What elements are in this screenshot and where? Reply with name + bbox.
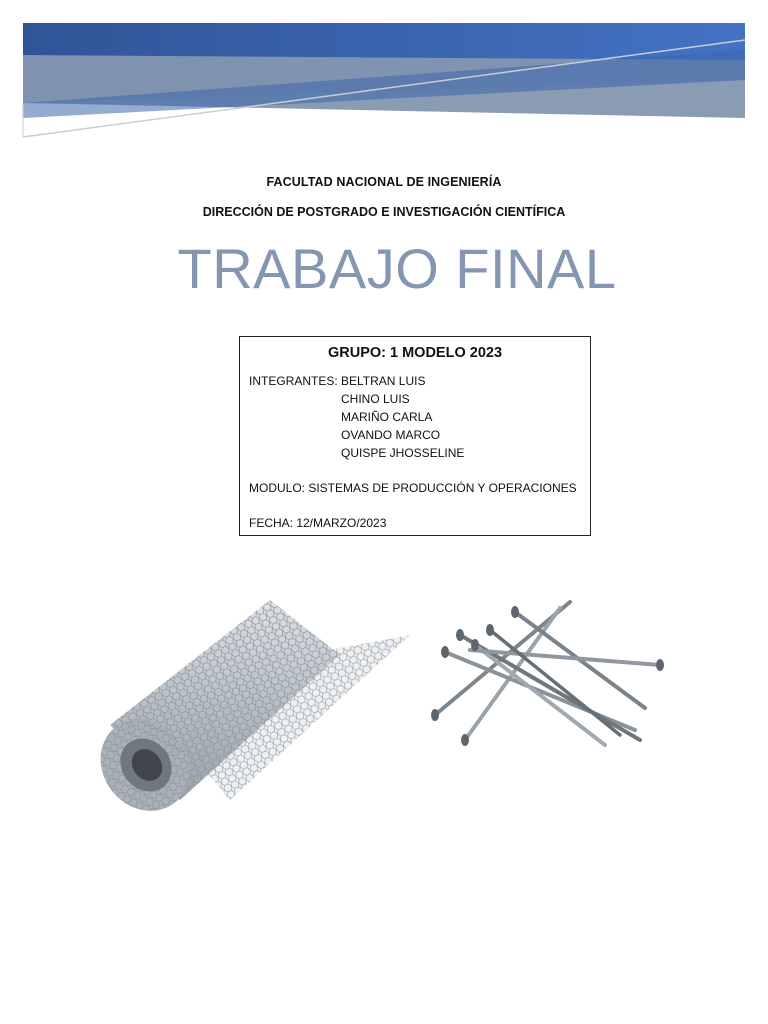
- members-label: INTEGRANTES:: [249, 374, 338, 388]
- group-info-box: [239, 336, 591, 536]
- module-line: MODULO: SISTEMAS DE PRODUCCIÓN Y OPERACIONES: [249, 481, 577, 495]
- member-item: BELTRAN LUIS: [341, 374, 426, 388]
- wire-mesh-roll-image: [80, 575, 425, 845]
- member-item: OVANDO MARCO: [341, 428, 441, 442]
- member-item: QUISPE JHOSSELINE: [341, 446, 465, 460]
- faculty-name: FACULTAD NACIONAL DE INGENIERÍA: [266, 175, 502, 189]
- direction-name: DIRECCIÓN DE POSTGRADO E INVESTIGACIÓN CIENTÍFICA: [202, 205, 566, 219]
- header-banner: [0, 0, 768, 150]
- document-title: TRABAJO FINAL: [177, 237, 617, 300]
- group-title: GRUPO: 1 MODELO 2023: [327, 345, 503, 361]
- members-list: [341, 374, 464, 464]
- member-item: CHINO LUIS: [341, 392, 410, 406]
- member-item: MARIÑO CARLA: [341, 410, 433, 424]
- date-line: FECHA: 12/MARZO/2023: [249, 516, 387, 530]
- steel-nails-image: [420, 590, 680, 760]
